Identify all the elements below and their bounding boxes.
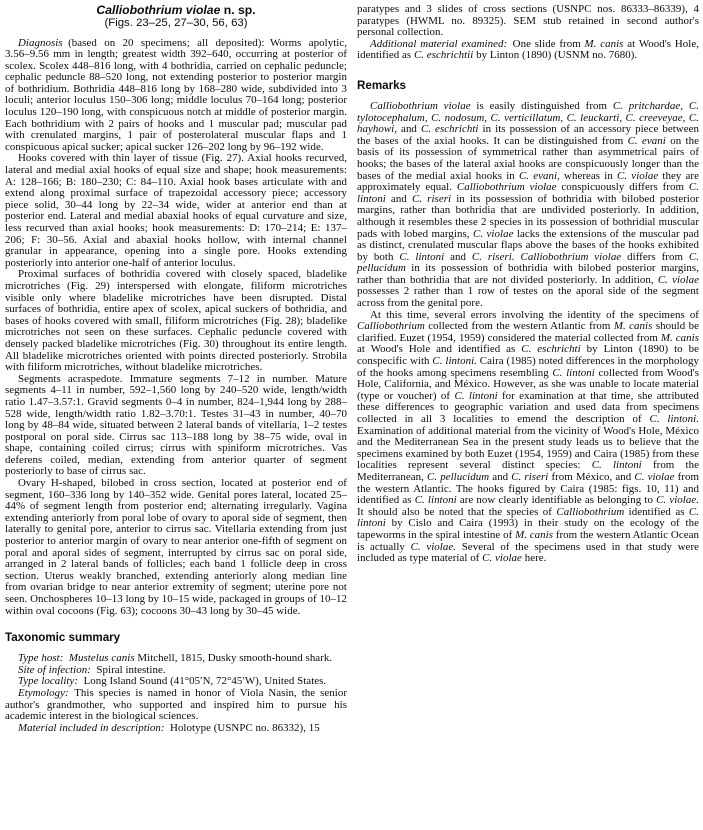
species-title-block: [5, 4, 347, 30]
diagnosis-paragraph: Diagnosis (based on 20 specimens; all deposited): Worms apolytic, 3.56–9.56 mm in length; greatest width 392–640, occurring at posterior of scolex. Scolex 448–816 long, with 4 bothridia, carried on cephalic peduncle; cephalic peduncle 88–520 long, not extending posterior to posterior margin of bothridium. Bothridia 448–816 long by 168–280 wide, subdivided into 3 loculi; anterior loculus 150–306 long; middle loculus 70–164 long; posterior loculus 120–190 long, with conspicuous notch at middle of posterior margin. Each bothridium with 2 pairs of hooks and 1 muscular pad; muscular pad with crenulated margins, 1 pair of posterolateral muscular flaps and 1 conspicuous apical sucker; apical sucker 126–202 long by 96–192 wide.: [5, 36, 347, 153]
segments-paragraph: Segments acraspedote. Immature segments 7–12 in number. Mature segments 4–11 in number, 592–1,560 long by 240–520 wide, length/width ratio 1.47–3.57:1. Gravid segments 0–4 in number, 824–1,944 long by 288–528 wide, length/width ratio 1.82–3.70:1. Testes 31–43 in number, 40–70 long by 48–84 wide, situated between 2 lateral bands of vitellaria, 1–2 testes postporal on poral side. Cirrus sac 113–188 long by 38–75 wide, oval in shape, containing coiled cirrus; cirrus with spiniform microtriches. Vas deferens coiled, median, extending from anterior quarter of segment posteriorly to base of cirrus sac.: [5, 372, 347, 478]
etymology-item: Etymology: This species is named in honor of Viola Nasin, the senior author's grandmother, who supported and inspired him to pursue his academic interest in the biological sciences.: [5, 686, 347, 723]
material-included-item: Material included in description: Holotype (USNPC no. 86332), 15: [18, 721, 320, 734]
two-column-layout: [5, 4, 699, 734]
remarks-heading: Remarks: [357, 78, 406, 92]
site-of-infection-item: Site of infection: Spiral intestine.: [18, 663, 166, 676]
left-column: [5, 4, 347, 734]
species-figures-ref: (Figs. 23–25, 27–30, 56, 63): [104, 17, 248, 29]
ovary-paragraph: Ovary H-shaped, bilobed in cross section, located at posterior end of segment, 160–336 long by 140–352 wide. Genital pores lateral, located 25–44% of segment length from posterior end; alternating irregularly. Vagina extending anteriorly from poral lobe of ovary to aporal side of segment, then laterally to genital pore, anterior to cirrus sac. Vitellaria extending from just posterior to anterior margin of ovary to near anterior one-fifth of segment on poral and aporal sides of segment, interrupted by cirrus sac on poral side, arranged in 2 lateral bands of follicles; each band 1 follicle deep in cross section. Uterus weakly branched, extending anteriorly along median line from ovarian bridge to near anterior extremity of segment; uterine pore not seen. Onchospheres 10–13 long by 10–15 wide, packaged in groups of 10–12 within oval cocoons (Fig. 63); cocoons 30–43 long by 30–45 wide.: [5, 477, 347, 617]
remarks-paragraph-2: At this time, several errors involving the identity of the specimens of Calliobothrium collected from the western Atlantic from M. canis should be clarified. Euzet (1954, 1959) considered the material collected from M. canis at Wood's Hole and identified as C. eschrichti by Linton (1890) to be conspecific with C. lintoni. Caira (1985) noted differences in the morphology of the hooks among specimens resembling C. lintoni collected from Wood's Hole, California, and México. However, as she was unable to locate material (type or voucher) of C. lintoni for examination at that time, she attributed these differences to geographic variation and used data from specimens collected in all 3 localities to emend the description of C. lintoni. Examination of additional material from the vicinity of Wood's Hole, México and the Mediterranean Sea in the present study leads us to believe that the specimens examined by both Euzet (1954, 1959) and Caira (1985) from these localities represent several distinct species: C. lintoni from the Mediterranean, C. pellucidum and C. riseri from México, and C. violae from the western Atlantic. The hooks figured by Caira (1985: figs. 10, 11) and identified as C. lintoni are now clearly identifiable as belonging to C. violae. It should also be noted that the species of Calliobothrium identified as C. lintoni by Cislo and Caira (1993) in their study on the ecology of the tapeworms in the spiral intestine of M. canis from the western Atlantic Ocean is actually C. violae. Several of the specimens used in that study were included as type material of C. violae here.: [357, 308, 700, 565]
type-host-item: Type host: Mustelus canis Mitchell, 1815, Dusky smooth-hound shark.: [18, 652, 333, 665]
microtriches-paragraph: Proximal surfaces of bothridia covered with closely spaced, bladelike microtriches (Fig. 29) interspersed with elongate, filiform microtriches visible only where bladelike microtriches have been disrupted. Distal surfaces of bothridia, entire apex of scolex, apical suckers of bothridia, and bases of hooks covered with small, filiform microtriches (Fig. 28); bladelike microtriches not seen on these surfaces. Cephalic peduncle covered with densely packed bladelike microtriches (Fig. 30) throughout its entire length. All bladelike microtriches oriented with points directed posteriorly. Strobila with filiform microtriches, without bladelike microtriches.: [5, 268, 347, 374]
right-column: [357, 4, 699, 734]
species-title: Calliobothrium violae n. sp.: [96, 3, 256, 17]
additional-material-paragraph: Additional material examined: One slide from M. canis at Wood's Hole, identified as C. eschrichtii by Linton (1890) (USNM no. 7680).: [357, 37, 700, 62]
remarks-paragraph-1: Calliobothrium violae is easily distinguished from C. pritchardae, C. tylotocephalum, C. nodosum, C. verticillatum, C. leuckarti, C. creeveyae, C. hayhowi, and C. eschrichti in its possession of an accessory piece between the bases of the axial hooks. It can be distinguished from C. evani on the basis of its possession of symmetrical rather than asymmetrical pairs of hooks; the bases of the lateral axial hooks are conspicuously longer than the bases of the medial axial hooks in C. evani, whereas in C. violae they are approximately equal. Calliobothrium violae conspicuously differs from C. lintoni and C. riseri in its possession of bothridia with bilobed posterior margins, rather than bothridia that are undivided posteriorly. In addition, although it resembles these 2 species in its possession of bothridial muscular pads with lobed margins, C. violae lacks the extensions of the muscular pad as distinct, crenulated muscular flaps above the bases of the hooks exhibited by both C. lintoni and C. riseri. Calliobothrium violae differs from C. pellucidum in its possession of bothridia with bilobed posterior margins, rather than bothridia that are not divided posteriorly. In addition, C. violae possesses 2 rather than 1 row of testes on the aporal side of the segment across from the genital pore.: [357, 99, 700, 310]
type-locality-item: Type locality: Long Island Sound (41°05′N, 72°45′W), United States.: [18, 675, 327, 688]
hooks-paragraph: Hooks covered with thin layer of tissue (Fig. 27). Axial hooks recurved, lateral and medial axial hooks of equal size and shape; hook measurements: A: 128–166; B: 180–230; C: 84–110. Axial hook bases articulate with and extend along proximal surface of trapezoidal accessory piece; accessory piece solid, 30–44 long by 22–34 wide, wider at anterior end than at posterior end. Lateral and medial abaxial hooks of equal curvature and size, less recurved than axial hooks; hook measurements: D: 170–214; E: 137–206; F: 30–56. Axial and abaxial hooks hollow, with internal channel granular in appearance, opening into a single pore. Hooks extending posteriorly into anterior one-half of anterior loculus.: [5, 152, 347, 269]
continuation-paragraph: paratypes and 3 slides of cross sections (USNPC nos. 86333–86339), 4 paratypes (HWML no. 89325). SEM stub retained in second author's personal collection.: [357, 3, 699, 39]
taxonomic-summary-heading: Taxonomic summary: [5, 631, 121, 645]
